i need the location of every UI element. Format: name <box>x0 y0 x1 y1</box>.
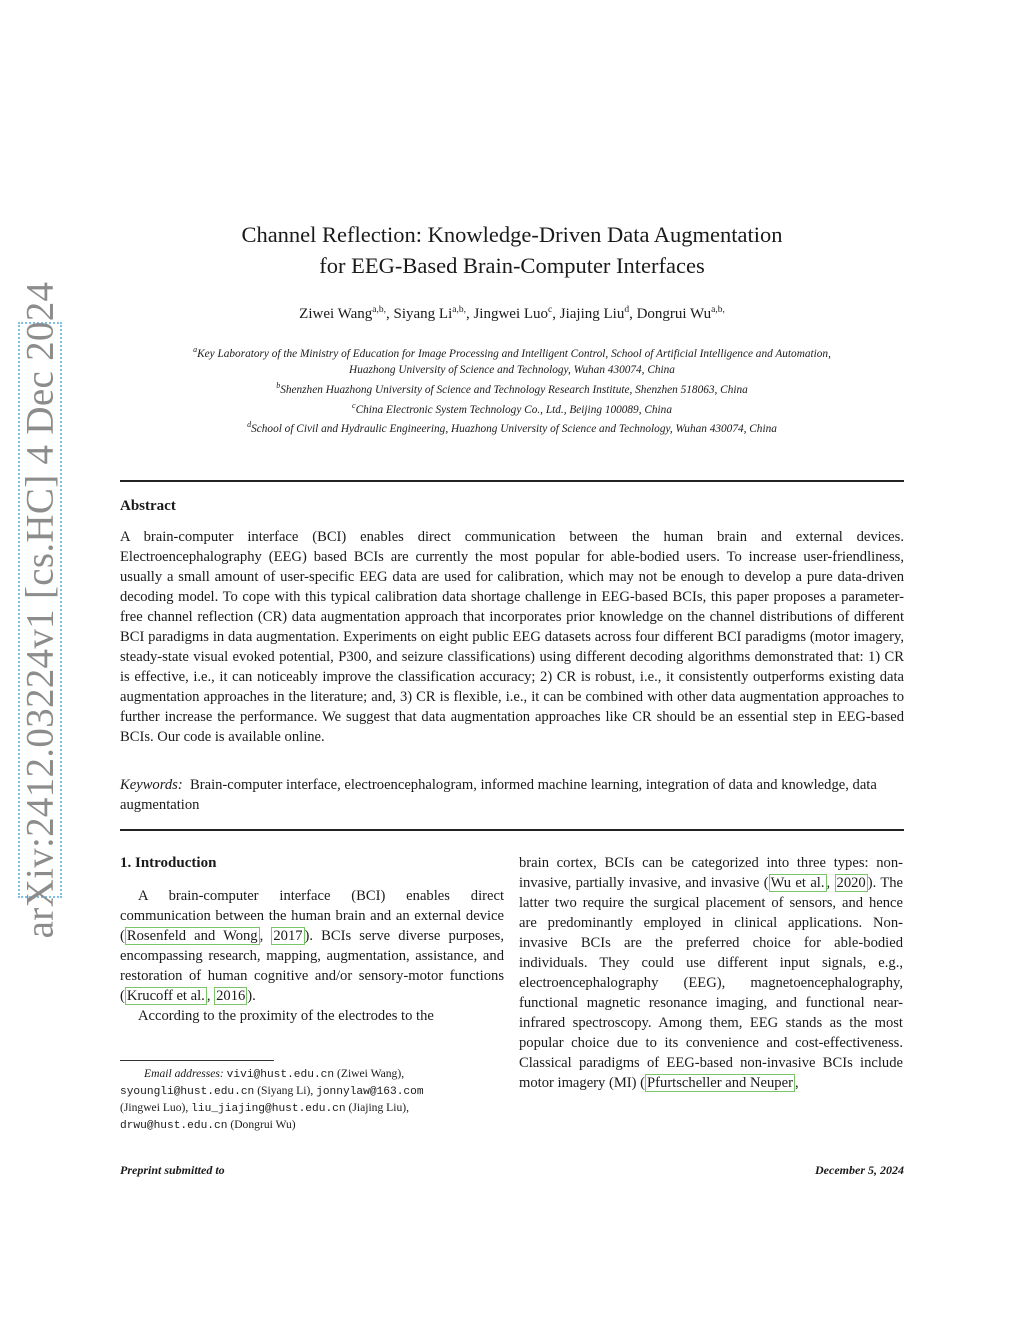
citation-year-link[interactable]: 2020 <box>836 875 866 891</box>
email-link[interactable]: jonnylaw@163.com <box>316 1086 424 1098</box>
footer-date: December 5, 2024 <box>815 1163 904 1177</box>
author: Ziwei Wang$^{a,b,}$ <box>299 305 386 322</box>
email-link[interactable]: vivi@hust.edu.cn <box>226 1069 335 1081</box>
top-divider <box>120 480 904 482</box>
keywords-text: Brain-computer interface, electroencephalogram, informed machine learning, integration of data and knowledge, data augmentation <box>120 777 877 813</box>
affiliation-line: $^d$School of Civil and Hydraulic Engineering, Huazhong University of Science and Technology, Wuhan 430074, China <box>247 420 777 436</box>
intro-paragraph-1: A brain-computer interface (BCI) enables direct communication between the human brain and an external device ( Rosenfeld and Wong , 2017 ). BCIs serve diverse purposes, encompassing research, mapping, augmentation, assistance, and restoration of human cognitive and/or sensory-motor functions ( Krucoff et al. , 2016 ). <box>120 888 504 1004</box>
citation-link[interactable]: Rosenfeld and Wong <box>126 928 258 944</box>
affiliation-line: $^c$China Electronic System Technology Co., Ltd., Beijing 100089, China <box>352 400 672 416</box>
author-list: Ziwei Wang$^{a,b,}$, Siyang $Li^{a,b,}$, Jingwei Luo$^c$, Jiajing Liu$^d$, Dongrui $Wu^{a,b,}$ <box>299 305 725 322</box>
citation-link[interactable]: Krucoff et al. <box>126 988 205 1004</box>
email-link[interactable]: syoungli@hust.edu.cn <box>120 1086 255 1098</box>
left-column <box>120 853 504 1026</box>
author: Siyang $Li^{a,b,}$ <box>393 305 466 322</box>
affiliations <box>110 342 914 437</box>
footnote-rule <box>120 1060 274 1061</box>
author: Jingwei Luo$^c$ <box>473 305 553 322</box>
footer-preprint: Preprint submitted to <box>120 1163 225 1177</box>
keywords <box>120 775 904 815</box>
author: Jiajing Liu$^d$ <box>559 305 630 322</box>
author: Dongrui $Wu^{a,b,}$ <box>636 305 725 322</box>
title-line-1: Channel Reflection: Knowledge-Driven Data Augmentation <box>241 222 783 247</box>
email-link[interactable]: drwu@hust.edu.cn <box>120 1120 228 1132</box>
affiliation-line: $^b$Shenzhen Huazhong University of Science and Technology Research Institute, Shenzhen 518063, China <box>276 380 748 396</box>
citation-link[interactable]: Wu et al. <box>770 875 825 891</box>
abstract-heading: Abstract <box>120 498 176 514</box>
bottom-divider <box>120 829 904 831</box>
keywords-label: Keywords: <box>120 777 183 793</box>
abstract-text: A brain-computer interface (BCI) enables direct communication between the human brain and external devices. Electroencephalography (EEG) based BCIs are currently the most popular for able-bodied users. To increase user-friendliness, usually a small amount of user-specific EEG data are used for calibration, which may not be enough to develop a pure data-driven decoding model. To cope with this typical calibration data shortage challenge in EEG-based BCIs, this paper proposes a parameter-free channel reflection (CR) data augmentation approach that incorporates prior knowledge on the channel distributions of different BCI paradigms in data augmentation. Experiments on eight public EEG datasets across four different BCI paradigms (motor imagery, steady-state visual evoked potential, P300, and seizure classifications) using different decoding algorithms demonstrated that: 1) CR is effective, i.e., it can noticeably improve the classification accuracy; 2) CR is robust, i.e., it consistently outperforms existing data augmentation approaches in the literature; and, 3) CR is flexible, i.e., it can be combined with other data augmentation approaches to further increase the performance. We suggest that data augmentation approaches like CR should be an essential step in EEG-based BCIs. Our code is available online. <box>120 529 904 745</box>
intro-paragraph-2: According to the proximity of the electrodes to the <box>138 1008 434 1024</box>
email-footnote: Email addresses: vivi@hust.edu.cn (Ziwei Wang), syoungli@hust.edu.cn (Siyang Li), jonnylaw@163.com (Jingwei Luo), liu_jiajing@hust.edu.cn (Jiajing Liu), drwu@hust.edu.cn (Dongrui Wu) <box>120 1067 424 1132</box>
section-heading-introduction: 1. Introduction <box>120 855 217 871</box>
citation-year-link[interactable]: 2016 <box>216 988 246 1004</box>
footnote-label: Email addresses: <box>144 1067 224 1080</box>
email-link[interactable]: liu_jiajing@hust.edu.cn <box>191 1103 346 1115</box>
intro-paragraph-2-continued: brain cortex, BCIs can be categorized into three types: non-invasive, partially invasive, and invasive ( Wu et al. , 2020 ). The latter two require the surgical placement of sensors, and hence are predominantly employed in clinical applications. Non-invasive BCIs are the preferred choice for able-bodied individuals. They could use different input signals, e.g., electroencephalography (EEG), magnetoencephalography, functional magnetic resonance imaging, and functional near-infrared spectroscopy. Among them, EEG stands as the most popular choice due to its convenience and cost-effectiveness. Classical paradigms of EEG-based non-invasive BCIs include motor imagery (MI) ( Pfurtscheller and Neuper , <box>519 855 904 1091</box>
affiliation-line: Huazhong University of Science and Technology, Wuhan 430074, China <box>349 363 675 376</box>
citation-year-link[interactable]: 2017 <box>273 928 303 944</box>
title-line-2: for EEG-Based Brain-Computer Interfaces <box>319 253 705 278</box>
paper-title <box>120 219 904 281</box>
right-column <box>519 853 903 1093</box>
affiliation-line: $^a$Key Laboratory of the Ministry of Education for Image Processing and Intelligent Control, School of Artificial Intelligence and Automation, <box>193 345 831 360</box>
arxiv-id[interactable]: arXiv:2412.03224v1 [cs.HC] 4 Dec 2024 <box>18 281 62 939</box>
arxiv-stamp[interactable] <box>14 281 66 939</box>
citation-link[interactable]: Pfurtscheller and Neuper <box>647 1075 793 1091</box>
